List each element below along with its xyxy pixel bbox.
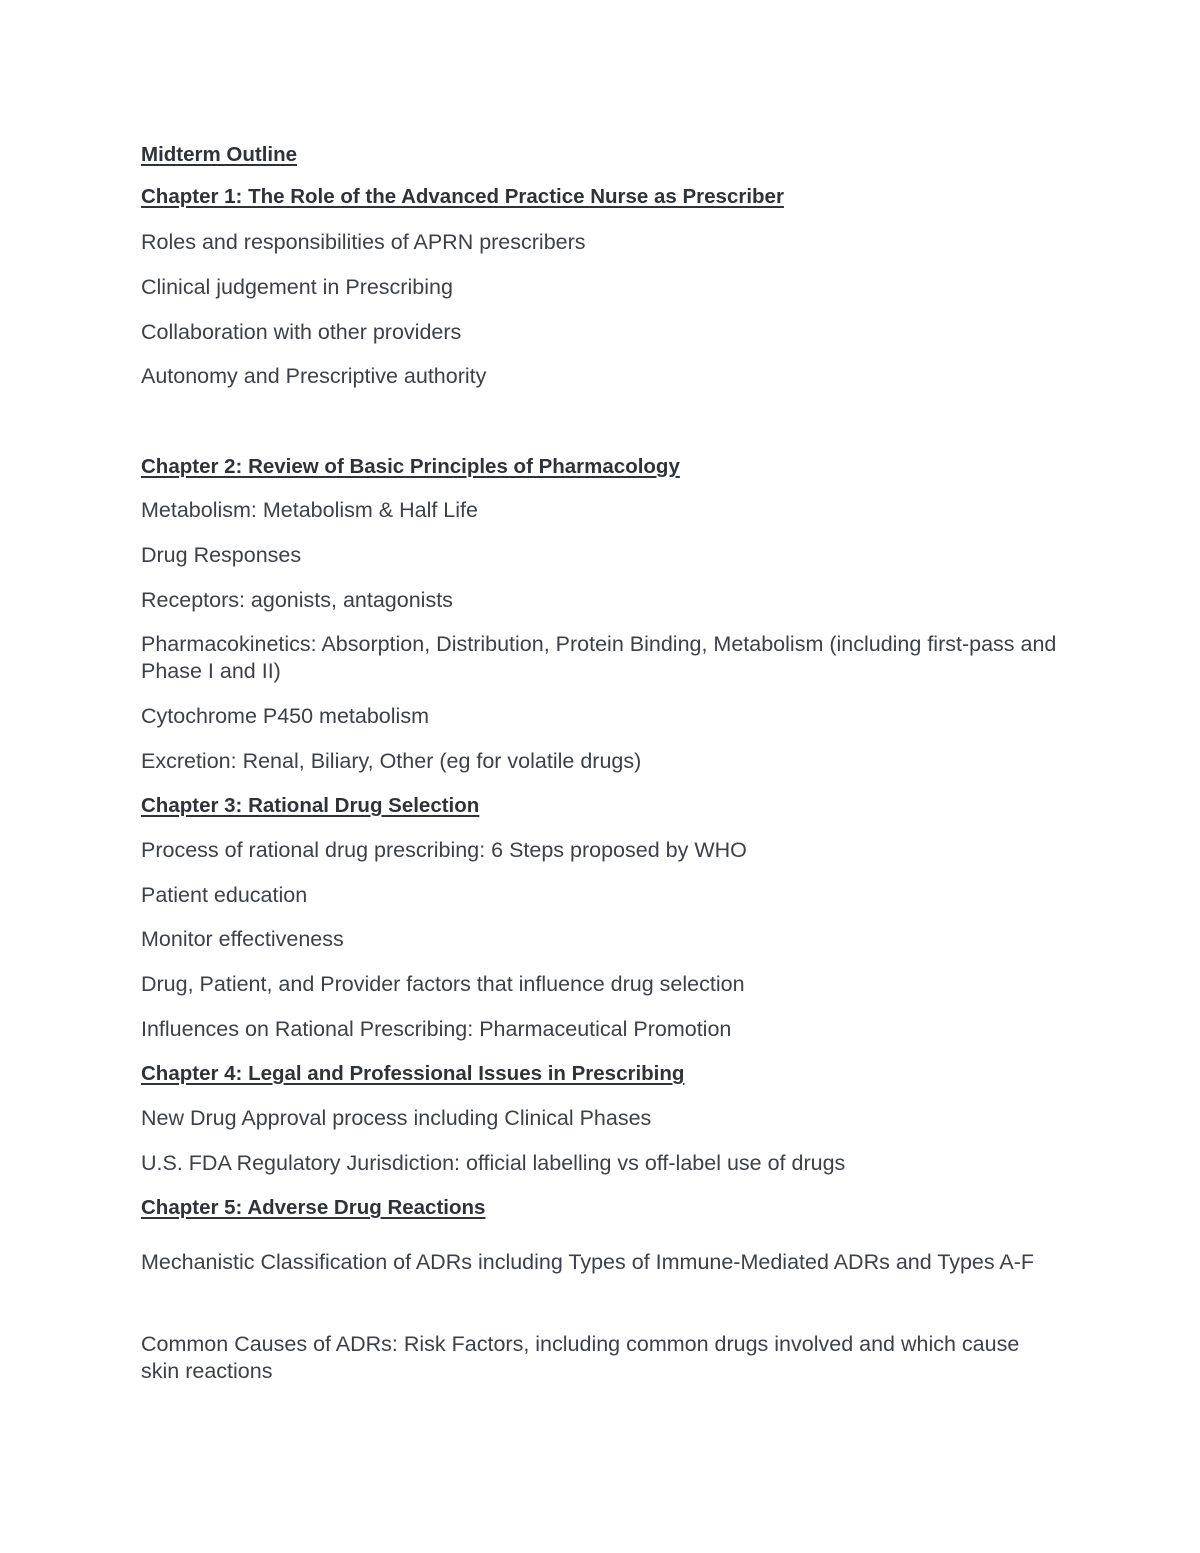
chapter-2-item: Cytochrome P450 metabolism [141,704,429,728]
chapter-3-heading: Chapter 3: Rational Drug Selection [141,794,480,817]
chapter-2-item: Excretion: Renal, Biliary, Other (eg for volatile drugs) [141,749,642,773]
chapter-1-item: Autonomy and Prescriptive authority [141,364,487,388]
document-title: Midterm Outline [141,143,298,166]
chapter-5-item: Mechanistic Classification of ADRs including Types of Immune-Mediated ADRs and Types A-F [141,1250,1035,1274]
chapter-3-item: Monitor effectiveness [141,927,344,951]
chapter-3-item: Process of rational drug prescribing: 6 Steps proposed by WHO [141,838,747,862]
chapter-1-item: Clinical judgement in Prescribing [141,275,453,299]
chapter-1-item: Roles and responsibilities of APRN prescribers [141,230,586,254]
chapter-4-heading: Chapter 4: Legal and Professional Issues in Prescribing [141,1062,685,1085]
chapter-3-item: Patient education [141,883,308,907]
chapter-4-item: U.S. FDA Regulatory Jurisdiction: official labelling vs off-label use of drugs [141,1151,846,1175]
chapter-4-item: New Drug Approval process including Clinical Phases [141,1106,652,1130]
chapter-1-heading: Chapter 1: The Role of the Advanced Practice Nurse as Prescriber [141,185,784,208]
chapter-2-item: Receptors: agonists, antagonists [141,588,453,612]
chapter-5-item: Common Causes of ADRs: Risk Factors, including common drugs involved and which cause skin reactions [141,1332,1020,1383]
chapter-2-item: Pharmacokinetics: Absorption, Distribution, Protein Binding, Metabolism (including first-pass and Phase I and II) [141,632,1057,683]
chapter-3-item: Drug, Patient, and Provider factors that influence drug selection [141,972,745,996]
chapter-2-item: Drug Responses [141,543,302,567]
chapter-3-item: Influences on Rational Prescribing: Pharmaceutical Promotion [141,1017,732,1041]
chapter-1-item: Collaboration with other providers [141,320,462,344]
chapter-2-heading: Chapter 2: Review of Basic Principles of Pharmacology [141,455,680,478]
chapter-2-item: Metabolism: Metabolism & Half Life [141,498,478,522]
chapter-5-heading: Chapter 5: Adverse Drug Reactions [141,1196,486,1219]
